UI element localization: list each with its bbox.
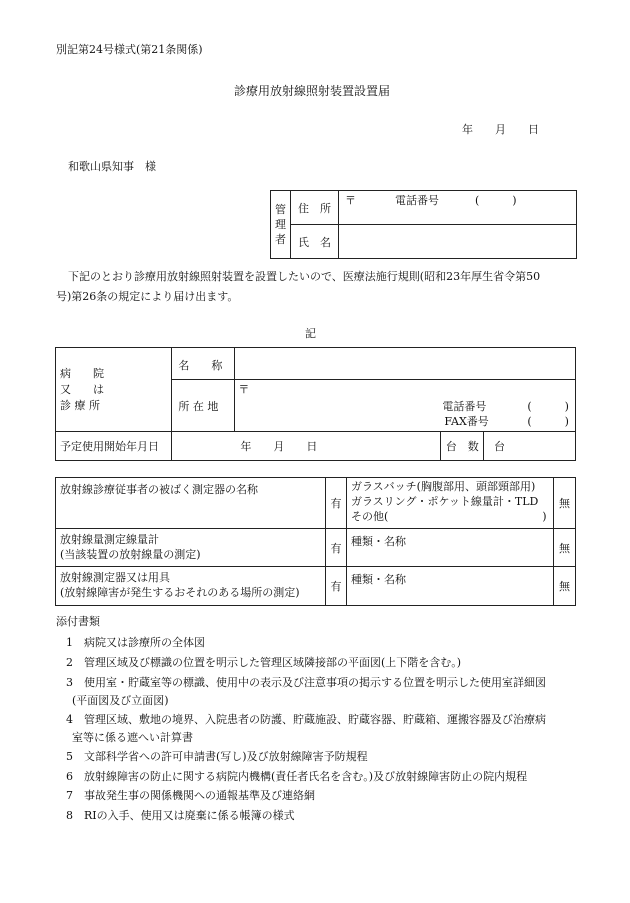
measure-row-2-no[interactable]: 無 [554, 529, 576, 566]
attachment-item: 2 管理区域及び標識の位置を明示した管理区域隣接部の平面図(上下階を含む。) [66, 656, 462, 669]
facility-table [55, 347, 576, 461]
manager-phone-label: 電話番号 [395, 194, 439, 207]
submission-date: 年 月 日 [462, 123, 539, 136]
measure-row-1-label: 放射線診療従事者の被ばく測定器の名称 [56, 478, 326, 529]
intro-line-2: 号)第26条の規定により届け出ます。 [56, 290, 239, 303]
ki-mark: 記 [305, 327, 316, 340]
attachment-item: 4 管理区域、敷地の境界、入院患者の防護、貯蔵施設、貯蔵容器、貯蔵箱、運搬容器及び治療病 [66, 713, 546, 726]
measure-row-1-no[interactable]: 無 [554, 478, 576, 529]
manager-table [270, 190, 577, 259]
facility-phone-paren: ( ) [527, 400, 569, 413]
address-label: 住 所 [291, 191, 339, 225]
facility-postal-mark: 〒 [238, 383, 250, 396]
measure-row-1-yes[interactable]: 有 [326, 478, 347, 529]
facility-fax-label: FAX番号 [444, 415, 489, 428]
measurement-table [55, 477, 576, 606]
measure-row-3-label: 放射線測定器又は用具 (放射線障害が発生するおそれのある場所の測定) [56, 566, 326, 605]
postal-mark: 〒 [345, 194, 356, 207]
attachment-item: 7 事故発生事の関係機関への通報基準及び連絡網 [66, 789, 315, 802]
name-field[interactable] [339, 225, 577, 259]
attachment-item: 8 RIの入手、使用又は廃棄に係る帳簿の様式 [66, 809, 295, 822]
attachment-item-continuation: 室等に係る遮へい計算書 [72, 731, 193, 744]
start-date-label: 予定使用開始年月日 [56, 432, 172, 461]
count-value[interactable]: 台 [484, 432, 576, 461]
facility-fax-paren: ( ) [527, 415, 569, 428]
manager-phone-paren: ( ) [475, 194, 517, 207]
form-number: 別記第24号様式(第21条関係) [56, 43, 203, 56]
measure-row-3-yes[interactable]: 有 [326, 566, 347, 605]
facility-phone-label: 電話番号 [442, 400, 487, 413]
manager-label: 管 理 者 [271, 191, 291, 259]
addressee: 和歌山県知事 様 [68, 160, 156, 173]
measure-row-2-details: 種類・名称 [347, 529, 554, 566]
facility-location-field[interactable] [235, 380, 576, 432]
measure-row-3-no[interactable]: 無 [554, 566, 576, 605]
facility-name-label: 名 称 [172, 348, 235, 380]
facility-location-label: 所 在 地 [172, 380, 235, 432]
count-label: 台 数 [441, 432, 484, 461]
document-title: 診療用放射線照射装置設置届 [234, 84, 391, 98]
measure-row-2-yes[interactable]: 有 [326, 529, 347, 566]
attachments-title: 添付書類 [56, 615, 100, 628]
attachment-item: 6 放射線障害の防止に関する病院内機構(責任者氏名を含む。)及び放射線障害防止の院内規程 [66, 770, 528, 783]
address-field[interactable] [339, 191, 577, 225]
measure-row-2-label: 放射線量測定線量計 (当該装置の放射線量の測定) [56, 529, 326, 566]
attachment-item: 3 使用室・貯蔵室等の標識、使用中の表示及び注意事項の掲示する位置を明示した使用室詳細図 [66, 676, 546, 689]
attachment-item: 1 病院又は診療所の全体図 [66, 636, 205, 649]
intro-line-1: 下記のとおり診療用放射線照射装置を設置したいので、医療法施行規則(昭和23年厚生省令第50 [68, 270, 541, 283]
facility-name-field[interactable] [235, 348, 576, 380]
attachment-item-continuation: (平面図及び立面図) [72, 694, 169, 707]
name-label: 氏 名 [291, 225, 339, 259]
facility-type-label: 病 院 又 は 診 療 所 [56, 348, 172, 432]
start-date-value[interactable]: 年 月 日 [172, 432, 441, 461]
measure-row-1-details: ガラスバッチ(胸腹部用、頭部頸部用) ガラスリング・ポケット線量計・TLD その他( ) [347, 478, 554, 529]
attachment-item: 5 文部科学省への許可申請書(写し)及び放射線障害予防規程 [66, 750, 368, 763]
measure-row-3-details: 種類・名称 [347, 566, 554, 605]
